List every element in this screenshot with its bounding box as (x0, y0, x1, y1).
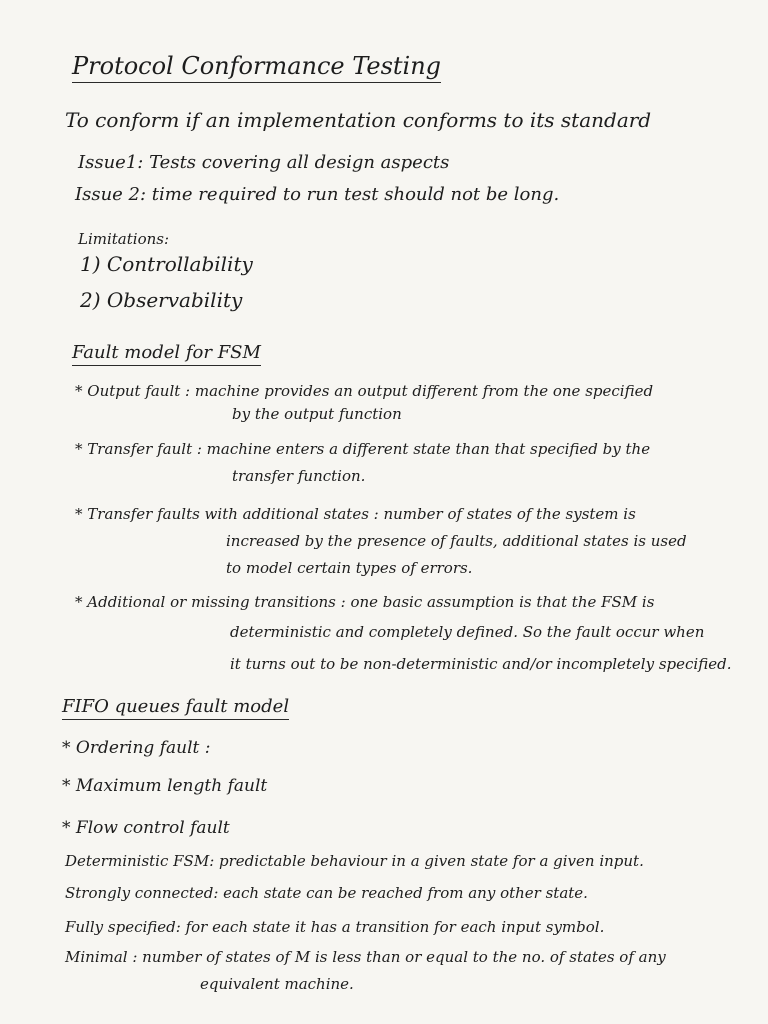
definition-line: equivalent machine. (200, 975, 354, 993)
intro-line: To conform if an implementation conforms to its standard (65, 108, 652, 132)
fsm-line: by the output function (232, 405, 402, 423)
issue-2: Issue 2: time required to run test should not be long. (75, 184, 560, 205)
definition-line: Deterministic FSM: predictable behaviour in a given state for a given input. (65, 852, 644, 870)
fsm-heading: Fault model for FSM (72, 342, 261, 363)
limitation-1: 1) Controllability (80, 252, 253, 276)
fsm-line: to model certain types of errors. (226, 559, 473, 577)
definition-line: Strongly connected: each state can be reached from any other state. (65, 884, 588, 902)
fsm-line: deterministic and completely defined. So the fault occur when (230, 623, 705, 641)
limitations-heading: Limitations: (78, 230, 170, 248)
fsm-line: * Transfer fault : machine enters a different state than that specified by the (75, 440, 651, 458)
fsm-line: it turns out to be non-deterministic and/or incompletely specified. (230, 655, 732, 673)
fifo-item: * Maximum length fault (62, 776, 268, 796)
page-title: Protocol Conformance Testing (72, 52, 441, 80)
fsm-line: * Additional or missing transitions : one basic assumption is that the FSM is (75, 593, 655, 611)
fsm-line: transfer function. (232, 467, 366, 485)
limitation-2: 2) Observability (80, 288, 243, 312)
definition-line: Fully specified: for each state it has a transition for each input symbol. (65, 918, 605, 936)
fifo-item: * Flow control fault (62, 818, 230, 838)
fifo-heading: FIFO queues fault model (62, 696, 289, 717)
issue-1: Issue1: Tests covering all design aspects (78, 152, 450, 173)
fsm-line: * Output fault : machine provides an output different from the one specified (75, 382, 654, 400)
definition-line: Minimal : number of states of M is less than or equal to the no. of states of any (65, 948, 666, 966)
fsm-line: * Transfer faults with additional states : number of states of the system is (75, 505, 636, 523)
fifo-item: * Ordering fault : (62, 738, 211, 758)
fsm-line: increased by the presence of faults, additional states is used (226, 532, 687, 550)
